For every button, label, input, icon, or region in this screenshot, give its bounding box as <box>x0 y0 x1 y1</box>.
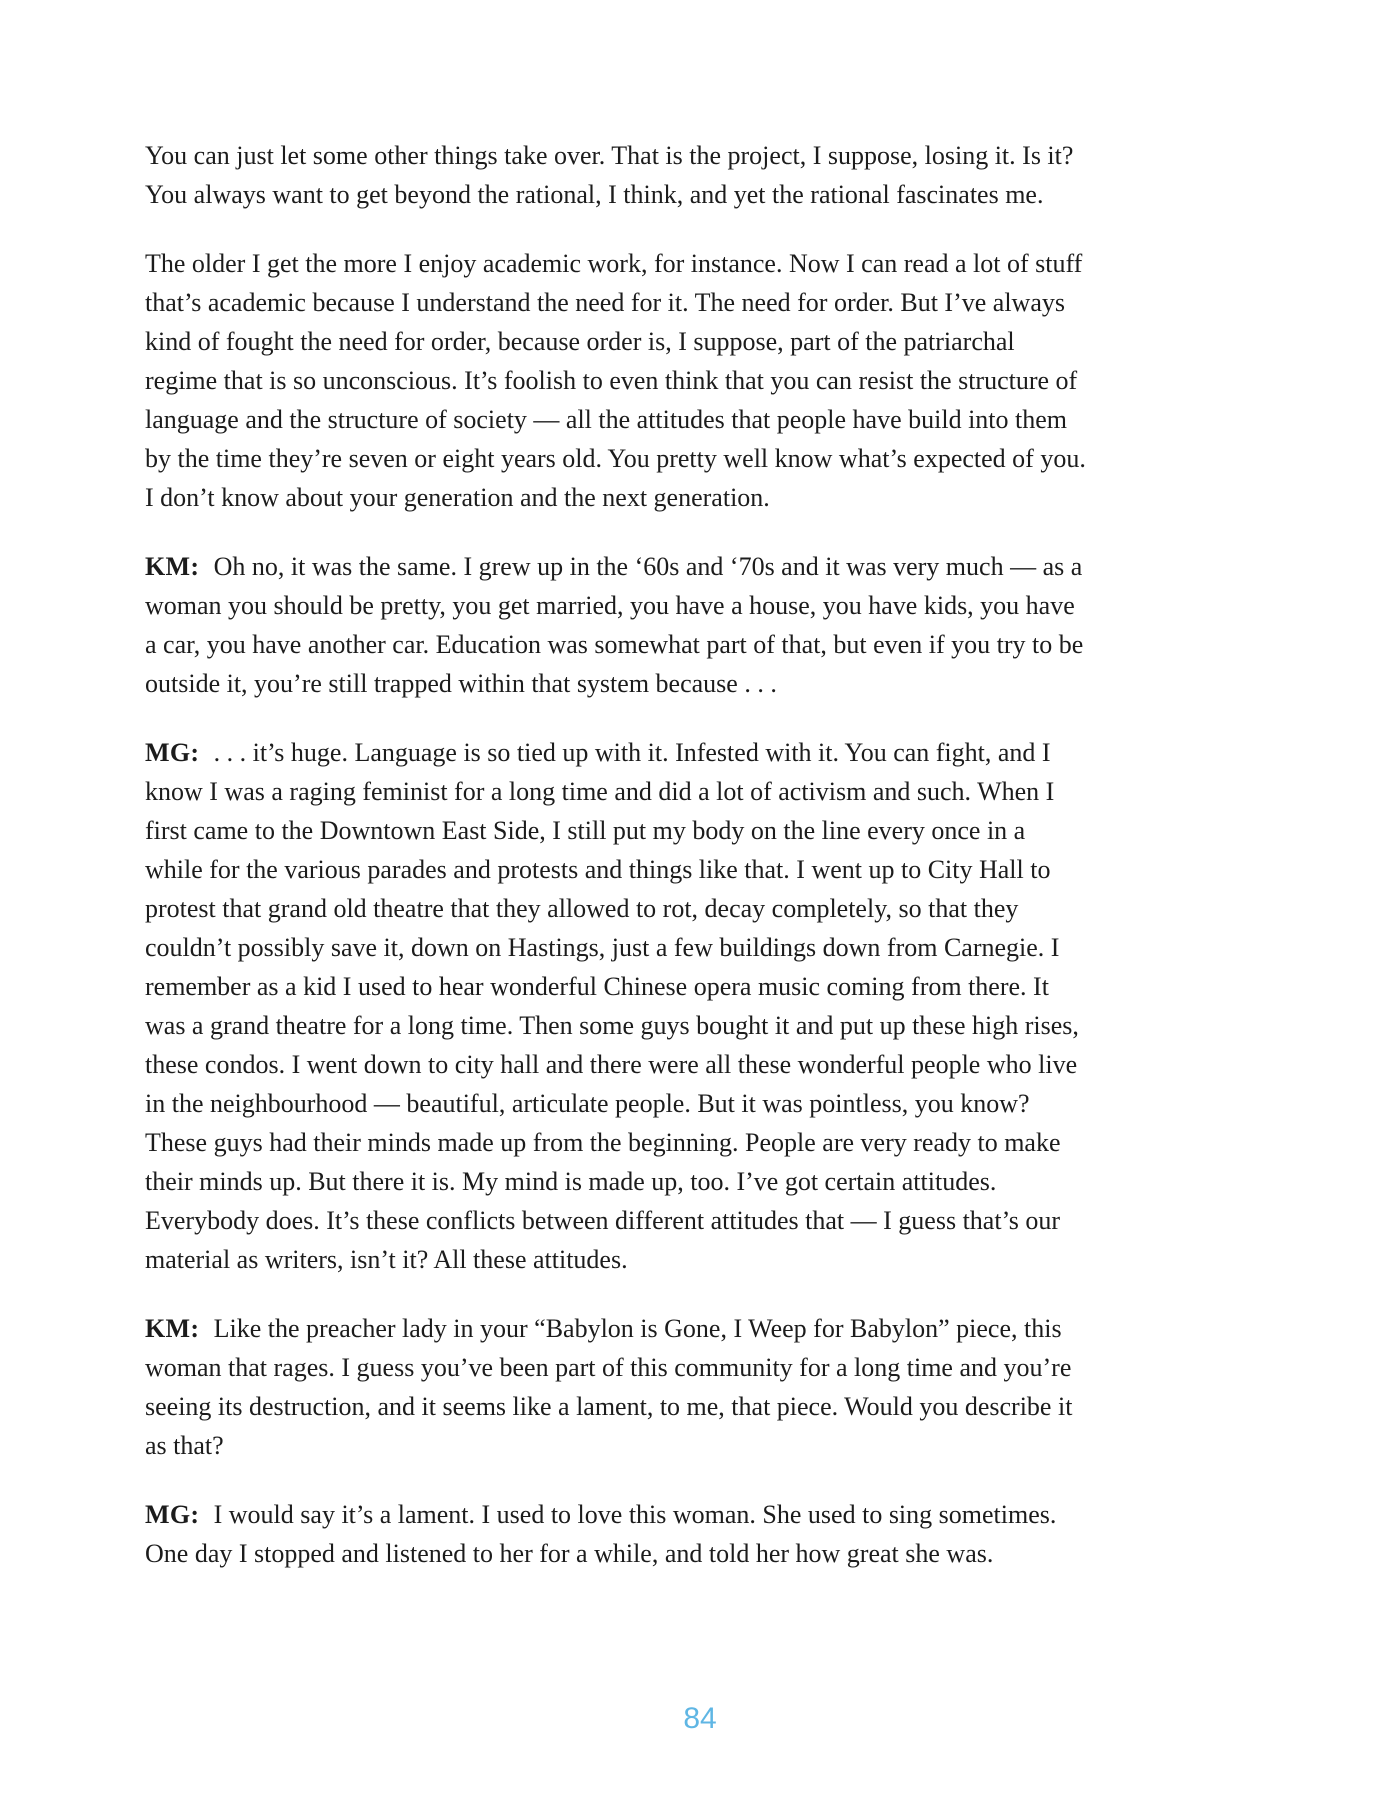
paragraph-text: You can just let some other things take over. That is the project, I suppose, losing it. Is it? You always want to get beyond the rational, I think, and yet the rational fascinates me. <box>145 141 1074 209</box>
paragraph <box>145 244 1087 517</box>
paragraph <box>145 547 1087 703</box>
paragraph-text: Like the preacher lady in your “Babylon is Gone, I Weep for Babylon” piece, this woman that rages. I guess you’ve been part of this community for a long time and you’re seeing its destruction, and it seems like a lament, to me, that piece. Would you describe it as that? <box>145 1314 1073 1460</box>
paragraph-text: The older I get the more I enjoy academic work, for instance. Now I can read a lot of stuff that’s academic because I understand the need for it. The need for order. But I’ve always kind of fought the need for order, because order is, I suppose, part of the patriarchal regime that is so unconscious. It’s foolish to even think that you can resist the structure of language and the structure of society — all the attitudes that people have build into them by the time they’re seven or eight years old. You pretty well know what’s expected of you. I don’t know about your generation and the next generation. <box>145 249 1086 512</box>
speaker-label: MG: <box>145 1500 200 1529</box>
paragraph <box>145 136 1087 214</box>
speaker-label: KM: <box>145 552 200 581</box>
paragraph <box>145 1309 1087 1465</box>
speaker-label: MG: <box>145 738 200 767</box>
page-number: 84 <box>683 1702 717 1735</box>
interview-text-block <box>145 136 1087 1603</box>
speaker-label: KM: <box>145 1314 200 1343</box>
paragraph-text: I would say it’s a lament. I used to love this woman. She used to sing sometimes. One day I stopped and listened to her for a while, and told her how great she was. <box>145 1500 1057 1568</box>
paragraph <box>145 1495 1087 1573</box>
paragraph <box>145 733 1087 1279</box>
paragraph-text: . . . it’s huge. Language is so tied up with it. Infested with it. You can fight, and I know I was a raging feminist for a long time and did a lot of activism and such. When I first came to the Downtown East Side, I still put my body on the line every once in a while for the various parades and protests and things like that. I went up to City Hall to protest that grand old theatre that they allowed to rot, decay completely, so that they couldn’t possibly save it, down on Hastings, just a few buildings down from Carnegie. I remember as a kid I used to hear wonderful Chinese opera music coming from there. It was a grand theatre for a long time. Then some guys bought it and put up these high rises, these condos. I went down to city hall and there were all these wonderful people who live in the neighbourhood — beautiful, articulate people. But it was pointless, you know? These guys had their minds made up from the beginning. People are very ready to make their minds up. But there it is. My mind is made up, too. I’ve got certain attitudes. Everybody does. It’s these conflicts between different attitudes that — I guess that’s our material as writers, isn’t it? All these attitudes. <box>145 738 1079 1274</box>
paragraph-text: Oh no, it was the same. I grew up in the ‘60s and ‘70s and it was very much — as a woman you should be pretty, you get married, you have a house, you have kids, you have a car, you have another car. Education was somewhat part of that, but even if you try to be outside it, you’re still trapped within that system because . . . <box>145 552 1084 698</box>
